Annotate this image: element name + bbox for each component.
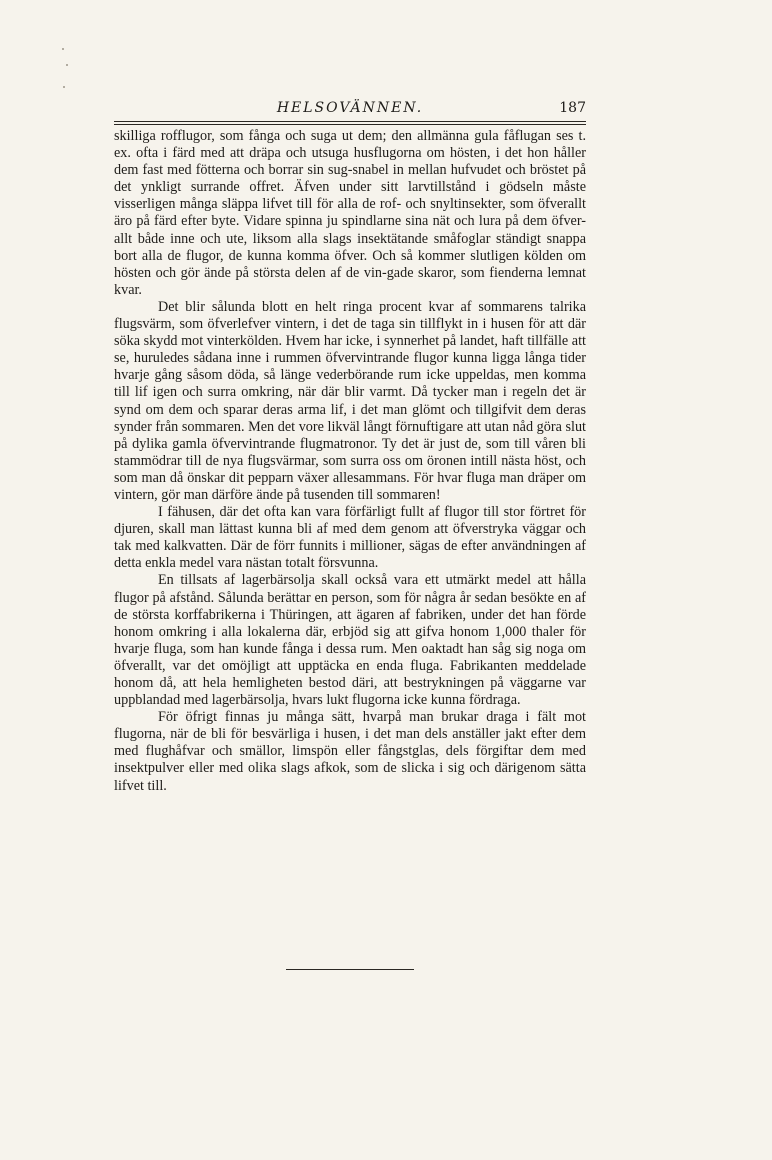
section-end-rule bbox=[286, 969, 414, 970]
paragraph-1: skilliga rofflugor, som fånga och suga ut dem; den allmänna gula fåflugan ses t. ex. ofta i färd med att dräpa och utsuga husflugorna om hösten, i det hon håller dem fast med fötterna och borrar sin sug-snabel in mellan hufvudet och bröstet på det ynkligt surrande offret. Äfven under sitt larvtillstånd i gödseln måste visserligen många släppa lifvet till för alla de rof- och snyltinsekter, som öfverallt äro på färd efter byte. Vidare spinna ju spindlarne sina nät och lura på dem öfver-allt både inne och ute, liksom alla slags insektätande småfoglar ständigt snappa bort alla de flugor, de kunna komma öfver. Och så kommer slutligen kölden om hösten och gör ände på största delen af de vin-gade skaror, som fienderna lemnat kvar. bbox=[114, 128, 586, 298]
paper-specks bbox=[60, 40, 70, 100]
paragraph-2: Det blir sålunda blott en helt ringa procent kvar af sommarens talrika flugsvärm, som öfverlefver vintern, i det de taga sin tillflykt in i husen för att där söka skydd mot vinterkölden. Hvem har icke, i synnerhet på landet, haft tillfälle att se, huruledes sådana inne i rummen öfvervintrande flugor kunna ligga långa tider hvarje gång såsom döda, så länge vederbörande rum icke uppeldas, men komma till lif igen och surra omkring, när där blir varmt. Då tycker man i regeln det är synd om dem och sparar deras arma lif, i det man glömt och tillgifvit dem deras synder från sommaren. Men det vore likväl långt förnuftigare att utan nåd göra slut på dylika gamla öfvervintrande flugmatronor. Ty det är just de, som till våren bli stammödrar till de nya flugsvärmar, som surra oss om öronen intill nästa höst, och som man då önskar dit pepparn växer allesammans. För hvar fluga man dräper om vintern, gör man därföre ände på tusenden till sommaren! bbox=[114, 298, 586, 503]
running-title: HELSOVÄNNEN. bbox=[276, 100, 424, 116]
body-text bbox=[114, 128, 586, 795]
paragraph-3: I fähusen, där det ofta kan vara förfärligt fullt af flugor till stor förtret för djuren, skall man lättast kunna bli af med dem genom att öfverstryka väggar och tak med kalkvatten. Där de förr funnits i millioner, sägas de efter användningen af detta enkla medel vara nästan totalt försvunna. bbox=[114, 504, 586, 572]
page-header bbox=[114, 96, 586, 120]
page-number: 187 bbox=[559, 100, 586, 116]
paragraph-4: En tillsats af lagerbärsolja skall också vara ett utmärkt medel att hålla flugor på afstånd. Sålunda berättar en person, som för några år sedan besökte en af de största korffabrikerna i Thüringen, att ägaren af fabriken, under det han förde honom omkring i alla lokalerna där, erbjöd sig att gifva honom 1,000 thaler för hvarje fluga, som han kunde fånga i dessa rum. Men oaktadt han såg sig noga om öfverallt, var det omöjligt att upptäcka en enda fluga. Fabrikanten meddelade honom då, att hela hemligheten bestod däri, att bestrykningen på väggarne var uppblandad med lagerbärsolja, hvars lukt flugorna icke kunna fördraga. bbox=[114, 572, 586, 709]
header-rule-thin bbox=[114, 124, 586, 125]
header-rule bbox=[114, 121, 586, 122]
paragraph-5: För öfrigt finnas ju många sätt, hvarpå man brukar draga i fält mot flugorna, när de bli för besvärliga i husen, i det man dels anställer jakt efter dem med flughåfvar och smällor, limspön eller fångstglas, dels förgiftar dem med insektpulver eller med olika slags afkok, som de slicka i sig och därigenom sätta lifvet till. bbox=[114, 709, 586, 794]
